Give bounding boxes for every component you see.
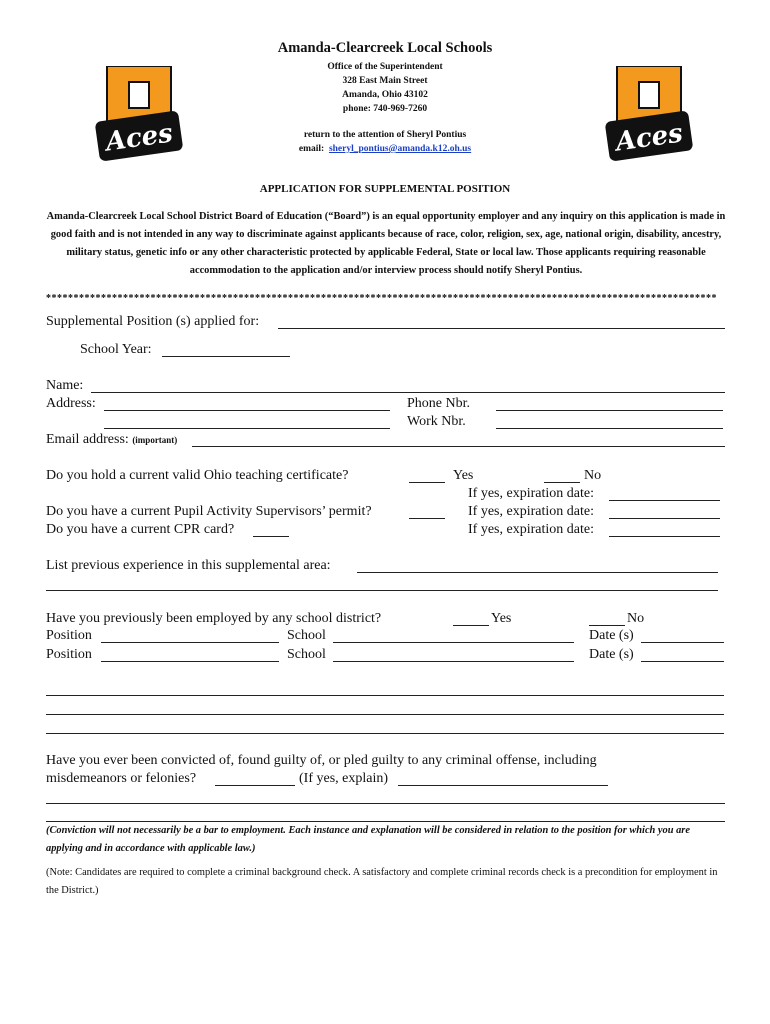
employed-yes-label: Yes [491, 611, 512, 626]
email-address-field[interactable] [192, 446, 725, 447]
certificate-expiration-label: If yes, expiration date: [468, 486, 594, 501]
employment-blank-line-3[interactable] [46, 733, 724, 734]
logo-left-text: Aces [103, 118, 175, 158]
convicted-question: Have you ever been convicted of, found guilty of, or pled guilty to any criminal offense, including [46, 753, 597, 768]
street-line: 328 East Main Street [342, 76, 428, 86]
cpr-question: Do you have a current CPR card? [46, 522, 235, 537]
superintendent-email-link[interactable]: sheryl_pontius@amanda.k12.oh.us [328, 144, 472, 154]
explain-field-2[interactable] [46, 803, 725, 804]
certificate-question: Do you hold a current valid Ohio teaching certificate? [46, 468, 349, 483]
permit-question: Do you have a current Pupil Activity Supervisors’ permit? [46, 504, 372, 519]
dates-row-1-label: Date (s) [589, 628, 634, 643]
cpr-field[interactable] [253, 536, 289, 537]
work-label: Work Nbr. [407, 414, 466, 429]
school-year-field[interactable] [162, 356, 290, 357]
conviction-note: (Conviction will not necessarily be a bar to employment. Each instance and explanation will be considered in relation to the position for which you are applying and in accordance with applicable law.) [46, 825, 690, 854]
school-row-2-label: School [287, 647, 326, 662]
cpr-expiration-field[interactable] [609, 536, 720, 537]
cpr-expiration-label: If yes, expiration date: [468, 522, 594, 537]
position-label: Supplemental Position (s) applied for: [46, 314, 260, 329]
school-name-title: Amanda-Clearcreek Local Schools [277, 40, 493, 56]
school-row-1-label: School [287, 628, 326, 643]
application-title: APPLICATION FOR SUPPLEMENTAL POSITION [259, 183, 511, 195]
certificate-expiration-field[interactable] [609, 500, 720, 501]
phone-line: phone: 740-969-7260 [342, 104, 428, 114]
aces-logo-right [605, 66, 693, 162]
address-label: Address: [46, 396, 96, 411]
school-row-1-field[interactable] [333, 642, 574, 643]
name-field[interactable] [91, 392, 725, 393]
if-yes-explain-label: (If yes, explain) [299, 771, 389, 786]
divider-stars: ************************************************************************************************************************** [46, 293, 717, 304]
background-check-note: (Note: Candidates are required to complete a criminal background check. A satisfactory and complete criminal records check is a precondition for employment in the District.) [46, 867, 718, 896]
address-field-1[interactable] [104, 410, 390, 411]
experience-label: List previous experience in this supplemental area: [46, 558, 331, 573]
position-row-1-field[interactable] [101, 642, 279, 643]
aces-logo-left [95, 66, 183, 162]
position-applied-field[interactable] [278, 328, 725, 329]
permit-field[interactable] [409, 518, 445, 519]
dates-row-1-field[interactable] [641, 642, 724, 643]
experience-field-2[interactable] [46, 590, 718, 591]
experience-field-1[interactable] [357, 572, 718, 573]
attention-line: return to the attention of Sheryl Pontius [303, 130, 467, 140]
certificate-no-label: No [584, 468, 602, 483]
name-label: Name: [46, 378, 84, 393]
employed-yes-field[interactable] [453, 625, 489, 626]
equal-opportunity-notice: Amanda-Clearcreek Local School District Board of Education (“Board”) is an equal opportunity employer and any inquiry on this application is made in good faith and is not intended in any way to discriminate against applicants because of race, color, religion, sex, age, national origin, disability, ancestry, military status, genetic info or any other characteristic protected by applicable Federal, State or local law. Those applicants requiring reasonable accommodation to the application and/or interview process should notify Sheryl Pontius. [46, 211, 726, 276]
work-field[interactable] [496, 428, 723, 429]
logo-right-text: Aces [613, 118, 685, 158]
employed-no-label: No [627, 611, 645, 626]
email-address-label-text: Email address: [46, 432, 129, 447]
employed-question: Have you previously been employed by any school district? [46, 611, 382, 626]
certificate-no-field[interactable] [544, 482, 580, 483]
convicted-question-2: misdemeanors or felonies? [46, 771, 197, 786]
email-address-label [46, 432, 177, 448]
position-row-2-label: Position [46, 647, 92, 662]
city-line: Amanda, Ohio 43102 [342, 90, 428, 100]
phone-field[interactable] [496, 410, 723, 411]
position-row-2-field[interactable] [101, 661, 279, 662]
phone-label: Phone Nbr. [407, 396, 470, 411]
permit-expiration-label: If yes, expiration date: [468, 504, 594, 519]
employment-blank-line-2[interactable] [46, 714, 724, 715]
address-field-2[interactable] [104, 428, 390, 429]
email-label: email: [298, 144, 325, 154]
dates-row-2-label: Date (s) [589, 647, 634, 662]
office-line: Office of the Superintendent [327, 62, 443, 72]
employment-blank-line-1[interactable] [46, 695, 724, 696]
school-row-2-field[interactable] [333, 661, 574, 662]
position-row-1-label: Position [46, 628, 92, 643]
email-important-note: (important) [132, 435, 178, 445]
dates-row-2-field[interactable] [641, 661, 724, 662]
employed-no-field[interactable] [589, 625, 625, 626]
convicted-answer-field[interactable] [215, 785, 295, 786]
certificate-yes-label: Yes [453, 468, 474, 483]
certificate-yes-field[interactable] [409, 482, 445, 483]
permit-expiration-field[interactable] [609, 518, 720, 519]
explain-field-1[interactable] [398, 785, 608, 786]
school-year-label: School Year: [80, 342, 152, 357]
